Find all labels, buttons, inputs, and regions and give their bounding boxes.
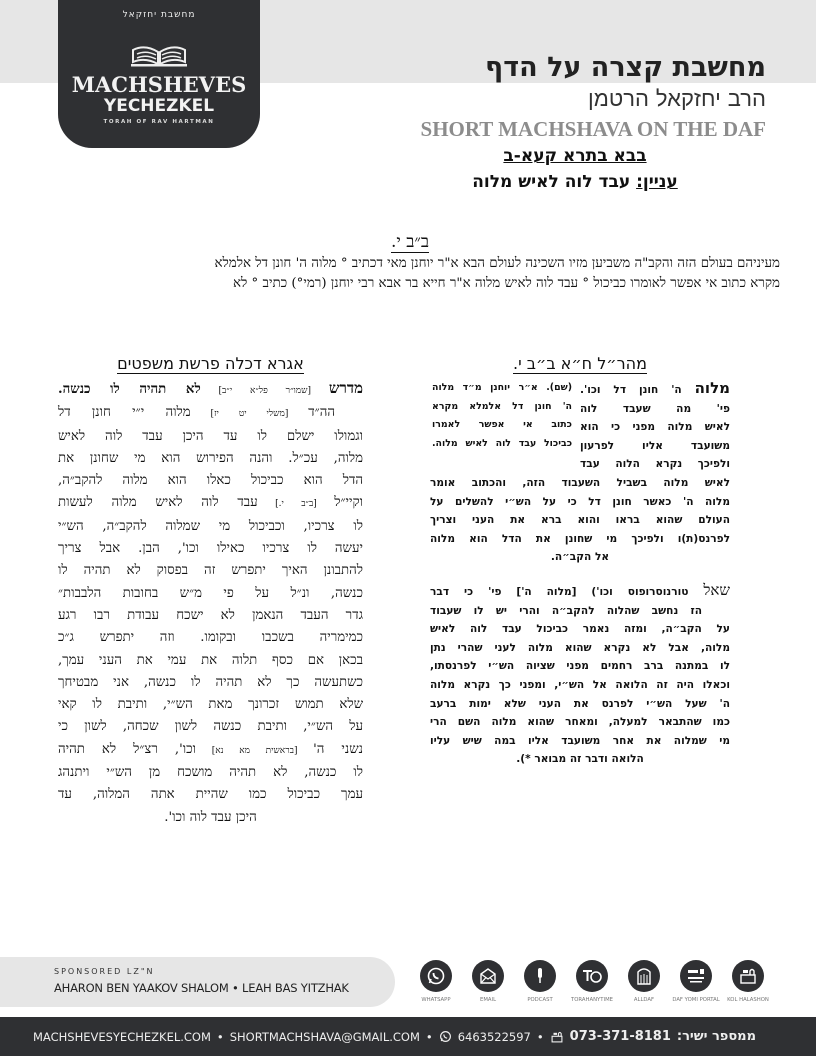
gemara-text — [40, 254, 780, 294]
agra-line: נשני ה' — [313, 741, 363, 757]
gemara-heading — [40, 232, 780, 252]
whatsapp-number[interactable]: 6463522597 — [457, 1029, 531, 1044]
agra-heading-text: אגרא דכלה פרשת משפטים — [117, 354, 304, 373]
maharal-line: הז נחשב שהלוה להקב״ה והרי יש לו שעבוד — [430, 604, 702, 617]
agra-line: להתבונן האיך יתפרש זה בפסוק לא תהיה לו — [58, 563, 363, 579]
link-podcast[interactable] — [512, 960, 568, 1003]
logo-hebrew: מחשבת יחזקאל — [122, 10, 196, 20]
kol-halashon-icon — [738, 966, 758, 986]
maharal-lead-word: מלוה — [694, 379, 730, 397]
daf-yomi-portal-icon — [685, 966, 707, 986]
agra-heading — [58, 354, 363, 373]
maharal-line: אל הקב״ה. — [550, 551, 610, 564]
agra-line: וקיי״ל — [334, 495, 364, 511]
maharal-lead-word: שאל — [703, 580, 730, 599]
link-label: PODCAST — [527, 997, 553, 1003]
english-title: SHORT MACHSHAVA ON THE DAF — [420, 117, 766, 141]
maharal-line: לאיש מלוה בשביל השעבוד הזה, והכתוב אומר — [430, 476, 730, 489]
maharal-line: לפרנס(ת)ו ולפיכך מי שחונן את הדל הוא מלוה — [430, 532, 730, 545]
torahanytime-icon — [581, 966, 603, 986]
separator: • — [536, 1029, 544, 1044]
microphone-icon — [530, 966, 550, 986]
maharal-main — [580, 379, 730, 474]
agra-line: בכאן אם כסף תלוה את עמי את העני עמך, — [58, 652, 363, 668]
link-label: EMAIL — [479, 997, 497, 1003]
source-reference: [משלי יט יז] — [190, 409, 309, 420]
maharal-line: מי שמלוה את אחר משועבד אליו במה שיש עליו — [430, 734, 730, 747]
link-label: WHATSAPP — [421, 997, 451, 1003]
maharal-line: ה' חונן דל וכו'. — [580, 384, 695, 396]
maharal-line: פי' מה שעבד לוה — [580, 402, 730, 415]
maharal-line: העולם שהוא בראו והוא ברא את העני וצריך — [430, 514, 730, 527]
maharal-line: ולפיכך נקרא הלוה עבד — [580, 458, 730, 471]
sponsor-label: SPONSORED LZ"N — [54, 967, 155, 976]
separator: • — [216, 1029, 224, 1044]
agra-line: גדר העבד הנאמן לא ישכח עבודת רבו רגע — [58, 607, 363, 623]
agra-line: עבד לוה לאיש מלוה לעשות — [58, 495, 258, 511]
agra-line: שלא תמוש זכרונך מאת הש״י, ותיבת לו קאי — [58, 697, 363, 713]
source-reference: [בראשית מא נא] — [196, 745, 314, 756]
link-alldaf[interactable] — [616, 960, 672, 1003]
agra-line: לא תהיה לו כנשה. — [58, 382, 201, 397]
link-whatsapp[interactable] — [408, 960, 464, 1003]
email-link[interactable]: SHORTMACHSHAVA@GMAIL.COM — [229, 1029, 420, 1044]
phone-number[interactable]: 073-371-8181 — [569, 1029, 671, 1044]
agra-column — [58, 377, 363, 829]
agra-line: הה״ד — [308, 405, 335, 421]
agra-line: מלוה י״י חונן דל — [58, 405, 191, 421]
maharal-line: משועבד אליו לפרעון — [580, 439, 730, 452]
link-label: DAF YOMI PORTAL — [672, 997, 720, 1003]
sponsor-names: AHARON BEN YAAKOV SHALOM • LEAH BAS YITZHAK — [54, 981, 349, 995]
agra-line: על הש״י, ותיבת כנשה לשון שכחה, לשון כי — [58, 719, 363, 735]
agra-line: לו כנשה, לא תהיה מושכח מן הש״י ויתנהג — [58, 765, 363, 781]
whatsapp-icon — [439, 1030, 452, 1043]
maharal-line: מלוה, אבל לא נקרא שהוא מלוה לעני שהרי נתן — [430, 641, 730, 654]
agra-line: עמך כביכול כמו שהיית אתה המלוה, עד — [58, 787, 363, 803]
gemara-line: מקרא כתוב אי אפשר לאומרו כביכול ° עבד לוה לאיש מלוה א"ר חייא בר אבא רבי יוחנן (רמי°) כתיב ° לא — [232, 276, 780, 291]
email-icon — [478, 966, 498, 986]
agra-line: כשתעשה כך לא תהיה לו כנשה, אני מבטיחך — [58, 674, 363, 690]
link-label: KOL HALASHON — [727, 997, 769, 1003]
maharal-heading-text: מהר״ל ח״א ב״ב י. — [513, 354, 647, 373]
maharal-heading — [430, 354, 730, 373]
gemara-heading-text: ב״ב י. — [390, 232, 430, 252]
open-book-icon — [129, 40, 189, 68]
separator: • — [425, 1029, 433, 1044]
gemara-line: מעיניהם בעולם הזה והקב"ה משביען מזיו השכינה לעולם הבא א"ר יוחנן מאי דכתיב ° מלוה ה' חונן דל אלמלא — [214, 256, 780, 271]
masechta-heading: בבא בתרא קעא-ב — [503, 146, 647, 166]
maharal-line: הלואה ודבר זה מבואר *). — [516, 753, 644, 766]
maharal-line: לו במתנה ברב רחמים מפני שציוה הש״י לפרנסתו, — [430, 660, 730, 673]
sponsor-banner — [0, 957, 395, 1007]
link-daf-yomi-portal[interactable] — [668, 960, 724, 1003]
link-torahanytime[interactable] — [564, 960, 620, 1003]
website-link[interactable]: MACHSHEVESYECHEZKEL.COM — [33, 1029, 211, 1044]
logo-line1: MACHSHEVES — [71, 72, 247, 97]
link-label: TORAHANYTIME — [570, 997, 613, 1003]
inyan-text: עבד לוה לאיש מלוה — [472, 172, 637, 192]
agra-line: היכן עבד לוה וכו'. — [164, 809, 257, 825]
page-title: מחשבת קצרה על הדף — [485, 52, 766, 83]
maharal-column — [430, 379, 730, 769]
inyan-heading — [420, 172, 730, 192]
maharal-line: טורנוסרופוס וכו') [מלוה ה'] פי' כי דבר — [430, 585, 704, 598]
agra-line: כנשה, ונ״ל על פי מ״ש בחובות הלבבות״ — [58, 585, 363, 601]
agra-lead-word: מדרש — [328, 379, 363, 397]
alldaf-icon — [634, 966, 654, 986]
agra-line: לו צרכיו, וכביכול מי שמלוה להקב״ה, הש״י — [58, 518, 363, 534]
maharal-line: מלוה ה' כאשר חונן דל כי על הש״י להשלים על — [430, 495, 730, 508]
maharal-line: על הקב״ה, ומזה נאמר כביכול עבד לוה לאיש — [430, 623, 730, 636]
phone-label: ממספר ישיר: — [676, 1029, 756, 1044]
agra-line: יעשה לו צרכיו כאילו וכו', הבן. אבל צריך — [58, 541, 363, 557]
source-reference: [שמו״ר פל״א י״ב] — [200, 386, 329, 396]
quote-line: כביכול עבד לוה לאיש מלוה. — [432, 437, 572, 449]
whatsapp-icon — [426, 966, 446, 986]
maharal-line: וכאלו היה זה הלואה אל הש״י, ומפני כך נקרא מלוה — [430, 678, 730, 691]
quote-line: (שם). א״ר יוחנן מ״ד מלוה — [432, 382, 572, 393]
quote-line: כתוב אי אפשר לאמרו — [432, 419, 572, 431]
agra-line: וכו', רצ״ל לא תהיה — [58, 741, 197, 757]
link-kol-halashon[interactable] — [720, 960, 776, 1003]
logo-tagline: TORAH OF RAV HARTMAN — [103, 119, 215, 125]
footer-bar — [0, 1017, 816, 1056]
link-label: ALLDAF — [633, 997, 655, 1003]
link-icons — [408, 960, 788, 1006]
agra-line: הדל הוא כביכול כאלו הוא מלוה להקב״ה, — [58, 473, 363, 489]
author-name: הרב יחזקאל הרטמן — [588, 87, 766, 112]
link-email[interactable] — [460, 960, 516, 1003]
maharal-line: כמו שהתבאר למעלה, ומאחר שהוא מלוה השם הרי — [430, 716, 730, 729]
maharal-line: ה' שעל הש״י לפרנס את העני שלא ימות ברעב — [430, 697, 730, 710]
quote-line: ה' חונן דל אלמלא מקרא — [432, 400, 572, 412]
kol-halashon-icon — [550, 1030, 564, 1044]
agra-line: כמימריה בשכבו ובקומו. וזה יתפרש ג״כ — [58, 630, 363, 646]
agra-line: מלוה, עכ״ל. והנה הפירוש הוא מי שחונן את — [58, 450, 363, 466]
maharal-gemara-quote — [432, 379, 572, 474]
source-reference: [ב״ב י.] — [257, 499, 335, 510]
logo-line2: YECHEZKEL — [103, 96, 215, 116]
maharal-line: לאיש מלוה מפני כי הוא — [580, 421, 730, 434]
agra-line: וגמולו ישלם לו עד היכן עבד לוה לאיש — [58, 428, 363, 444]
inyan-label: עניין: — [636, 172, 678, 192]
logo[interactable] — [58, 0, 260, 148]
